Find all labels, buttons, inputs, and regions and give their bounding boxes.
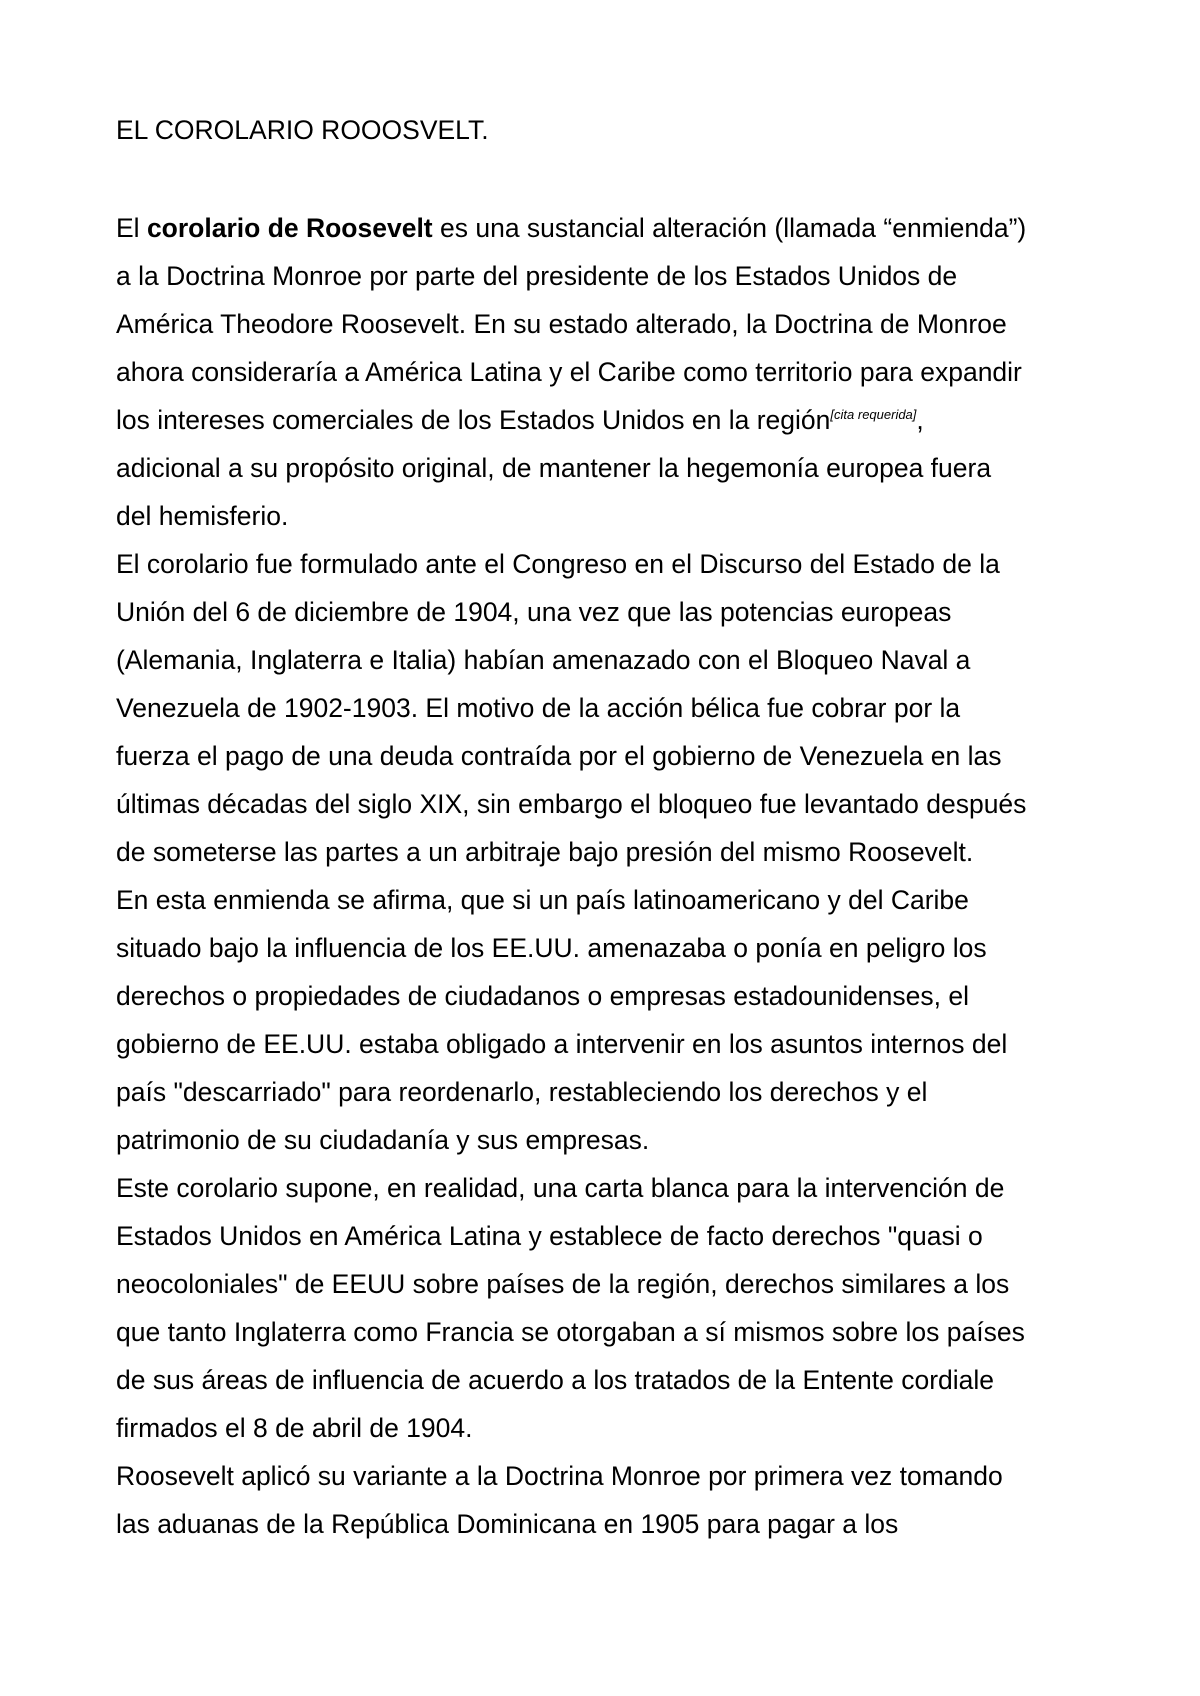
paragraph-line — [116, 204, 1106, 252]
bold-term: corolario de Roosevelt — [146, 213, 433, 243]
text-run: es una sustancial alteración (llamada “enmienda”) — [432, 213, 1027, 243]
paragraph-line: ahora consideraría a América Latina y el Caribe como territorio para expandir — [116, 357, 1022, 387]
paragraph-line: de someterse las partes a un arbitraje bajo presión del mismo Roosevelt. — [116, 837, 974, 867]
paragraph-line: del hemisferio. — [116, 501, 289, 531]
paragraph-4 — [116, 1164, 1106, 1452]
paragraph-line: país "descarriado" para reordenarlo, restableciendo los derechos y el — [116, 1077, 928, 1107]
citation-needed-note: [cita requerida] — [830, 407, 917, 422]
paragraph-line: situado bajo la influencia de los EE.UU. amenazaba o ponía en peligro los — [116, 933, 987, 963]
paragraph-line: El corolario fue formulado ante el Congreso en el Discurso del Estado de la — [116, 549, 1000, 579]
paragraph-line: gobierno de EE.UU. estaba obligado a intervenir en los asuntos internos del — [116, 1029, 1008, 1059]
paragraph-3 — [116, 876, 1106, 1164]
document-title: EL COROLARIO ROOOSVELT. — [116, 115, 489, 145]
paragraph-line: últimas décadas del siglo XIX, sin embargo el bloqueo fue levantado después — [116, 789, 1027, 819]
paragraph-line: fuerza el pago de una deuda contraída por el gobierno de Venezuela en las — [116, 741, 1002, 771]
paragraph-line: neocoloniales" de EEUU sobre países de la región, derechos similares a los — [116, 1269, 1010, 1299]
paragraph-line: Estados Unidos en América Latina y establece de facto derechos "quasi o — [116, 1221, 983, 1251]
paragraph-line: (Alemania, Inglaterra e Italia) habían amenazado con el Bloqueo Naval a — [116, 645, 971, 675]
paragraph-line: Este corolario supone, en realidad, una carta blanca para la intervención de — [116, 1173, 1005, 1203]
paragraph-line: que tanto Inglaterra como Francia se otorgaban a sí mismos sobre los países — [116, 1317, 1025, 1347]
document-body — [116, 106, 1106, 1548]
paragraph-line: Venezuela de 1902-1903. El motivo de la acción bélica fue cobrar por la — [116, 693, 961, 723]
paragraph-2 — [116, 540, 1106, 876]
paragraph-line: Roosevelt aplicó su variante a la Doctrina Monroe por primera vez tomando — [116, 1461, 1003, 1491]
paragraph-line: a la Doctrina Monroe por parte del presidente de los Estados Unidos de — [116, 261, 958, 291]
paragraph-5 — [116, 1452, 1106, 1548]
paragraph-line: adicional a su propósito original, de mantener la hegemonía europea fuera — [116, 453, 992, 483]
paragraph-line: de sus áreas de influencia de acuerdo a los tratados de la Entente cordiale — [116, 1365, 995, 1395]
paragraph-line: Unión del 6 de diciembre de 1904, una vez que las potencias europeas — [116, 597, 952, 627]
paragraph-line: En esta enmienda se afirma, que si un país latinoamericano y del Caribe — [116, 885, 969, 915]
spacer — [116, 154, 1106, 204]
text-run: los intereses comerciales de los Estados Unidos en la región — [116, 405, 831, 435]
paragraph-line — [116, 396, 1106, 444]
paragraph-line: patrimonio de su ciudadanía y sus empresas. — [116, 1125, 650, 1155]
paragraph-1 — [116, 204, 1106, 540]
paragraph-line: América Theodore Roosevelt. En su estado alterado, la Doctrina de Monroe — [116, 309, 1007, 339]
text-run: , — [916, 405, 924, 435]
paragraph-line: firmados el 8 de abril de 1904. — [116, 1413, 473, 1443]
text-run: El — [116, 213, 147, 243]
paragraph-line: derechos o propiedades de ciudadanos o empresas estadounidenses, el — [116, 981, 970, 1011]
paragraph-line: las aduanas de la República Dominicana en 1905 para pagar a los — [116, 1509, 899, 1539]
